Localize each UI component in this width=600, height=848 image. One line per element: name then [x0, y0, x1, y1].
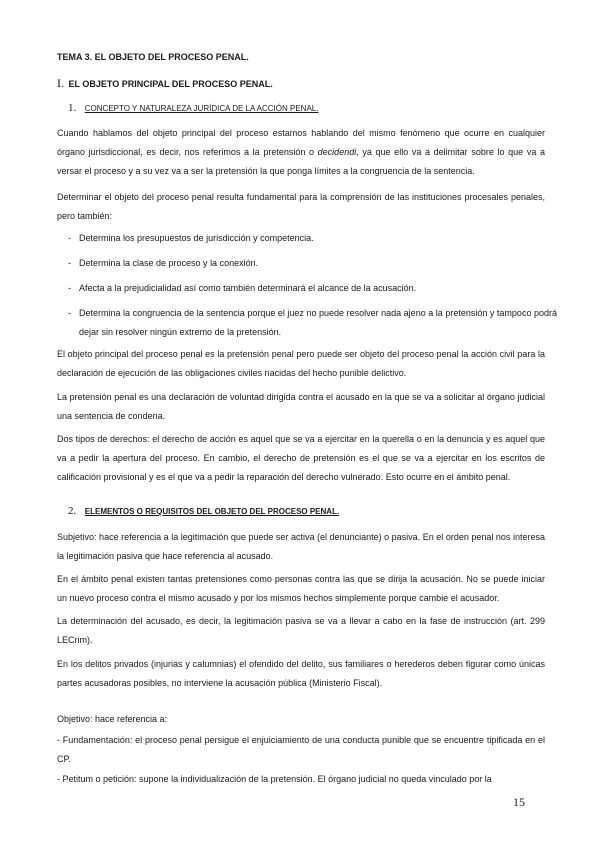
subsection-title: CONCEPTO Y NATURALEZA JURÍDICA DE LA ACCIÓN PENAL.: [84, 104, 319, 113]
section-heading-text: EL OBJETO PRINCIPAL DEL PROCESO PENAL.: [68, 79, 273, 89]
paragraph-1: [57, 124, 545, 181]
paragraph-fundamentacion: - Fundamentación: el proceso penal persigue el enjuiciamiento de una conducta punible que se encuentre tipificada en el CP.: [57, 735, 545, 764]
paragraph-5: Dos tipos de derechos: el derecho de acción es aquel que se va a ejercitar en la querella o en la denuncia y es aquel que va a pedir la apertura del proceso. En cambio, el derecho de pretensión es el que se va a ejercitar en los escritos de calificación provisional y es el que va a pedir la reparación del derecho vulnerado. Esto ocurre en el ámbito penal.: [57, 434, 545, 482]
paragraph-2: Determinar el objeto del proceso penal resulta fundamental para la comprensión de las instituciones procesales penales, pero también:: [57, 192, 545, 221]
bullet-text: Determina la clase de proceso y la conexión.: [79, 258, 259, 268]
paragraph-acusado: La determinación del acusado, es decir, la legitimación pasiva se va a llevar a cabo en la fase de instrucción (art. 299 LECrim).: [57, 616, 545, 645]
bullet-dash: -: [68, 258, 71, 268]
paragraph-pretensiones: En el ámbito penal existen tantas pretensiones como personas contra las que se dirija la acusación. No se puede iniciar un nuevo proceso contra el mismo acusado y por los mismos hechos simplemente porque cambie el acusador.: [57, 574, 545, 603]
bullet-dash: -: [68, 233, 71, 243]
paragraph-1-emphasis: decidendi: [317, 147, 357, 157]
paragraph-delitos-privados: En los delitos privados (injurias y calumnias) el ofendido del delito, sus familiares o herederos deben figurar como únicas partes acusadoras posibles, no interviene la acusación pública (Ministerio Fiscal).: [57, 659, 545, 688]
subsection-number: 1.: [68, 102, 77, 114]
paragraph-petitum: - Petitum o petición: supone la individualización de la pretensión. El órgano judicial no queda vinculado por la: [57, 774, 492, 784]
subsection-heading-1: [68, 102, 318, 114]
document-title: TEMA 3. EL OBJETO DEL PROCESO PENAL.: [57, 52, 249, 62]
paragraph-1-text-a: Cuando hablamos del objeto principal del proceso estamos hablando del mismo fenómeno que ocurre en cualquier órgano jurisdiccional, es decir, nos referimos a la pretensión o: [57, 128, 545, 157]
bullet-dash: -: [68, 308, 71, 318]
paragraph-3: El objeto principal del proceso penal es la pretensión penal pero puede ser objeto del proceso penal la acción civil para la declaración de ejecución de las obligaciones civiles nacidas del hecho punible delictivo.: [57, 349, 545, 378]
paragraph-4: La pretensión penal es una declaración de voluntad dirigida contra el acusado en la que se va a solicitar al órgano judicial una sentencia de condena.: [57, 392, 545, 421]
bullet-item: [68, 279, 557, 298]
bullet-item: [68, 254, 557, 273]
subsection-heading-2: [68, 505, 339, 517]
paragraph-objetivo: Objetivo: hace referencia a:: [57, 714, 168, 724]
paragraph-1-text-b: , ya que ello va a delimitar sobre lo que va a versar el proceso y a su vez va a ser la pretensión la que ponga límites a la congruencia de la sentencia.: [57, 147, 545, 176]
section-heading-1: [57, 76, 273, 91]
bullet-item: [68, 229, 557, 248]
section-roman-numeral: I.: [57, 76, 64, 90]
bullet-dash: -: [68, 283, 71, 293]
page-number: 15: [513, 795, 525, 809]
paragraph-subjetivo: Subjetivo: hace referencia a la legitimación que puede ser activa (el denunciante) o pasiva. En el orden penal nos interesa la legitimación pasiva que hace referencia al acusado.: [57, 532, 545, 561]
subsection-title: ELEMENTOS O REQUISITOS DEL OBJETO DEL PROCESO PENAL.: [84, 507, 340, 516]
bullet-text: Determina los presupuestos de jurisdicción y competencia.: [79, 233, 314, 243]
subsection-number: 2.: [68, 505, 77, 517]
bullet-text: Determina la congruencia de la sentencia porque el juez no puede resolver nada ajeno a la pretensión y tampoco podrá dejar sin resolver ningún extremo de la pretensión.: [79, 308, 557, 337]
bullet-item: [68, 304, 557, 342]
bullet-text: Afecta a la prejudicialidad así como también determinará el alcance de la acusación.: [79, 283, 417, 293]
